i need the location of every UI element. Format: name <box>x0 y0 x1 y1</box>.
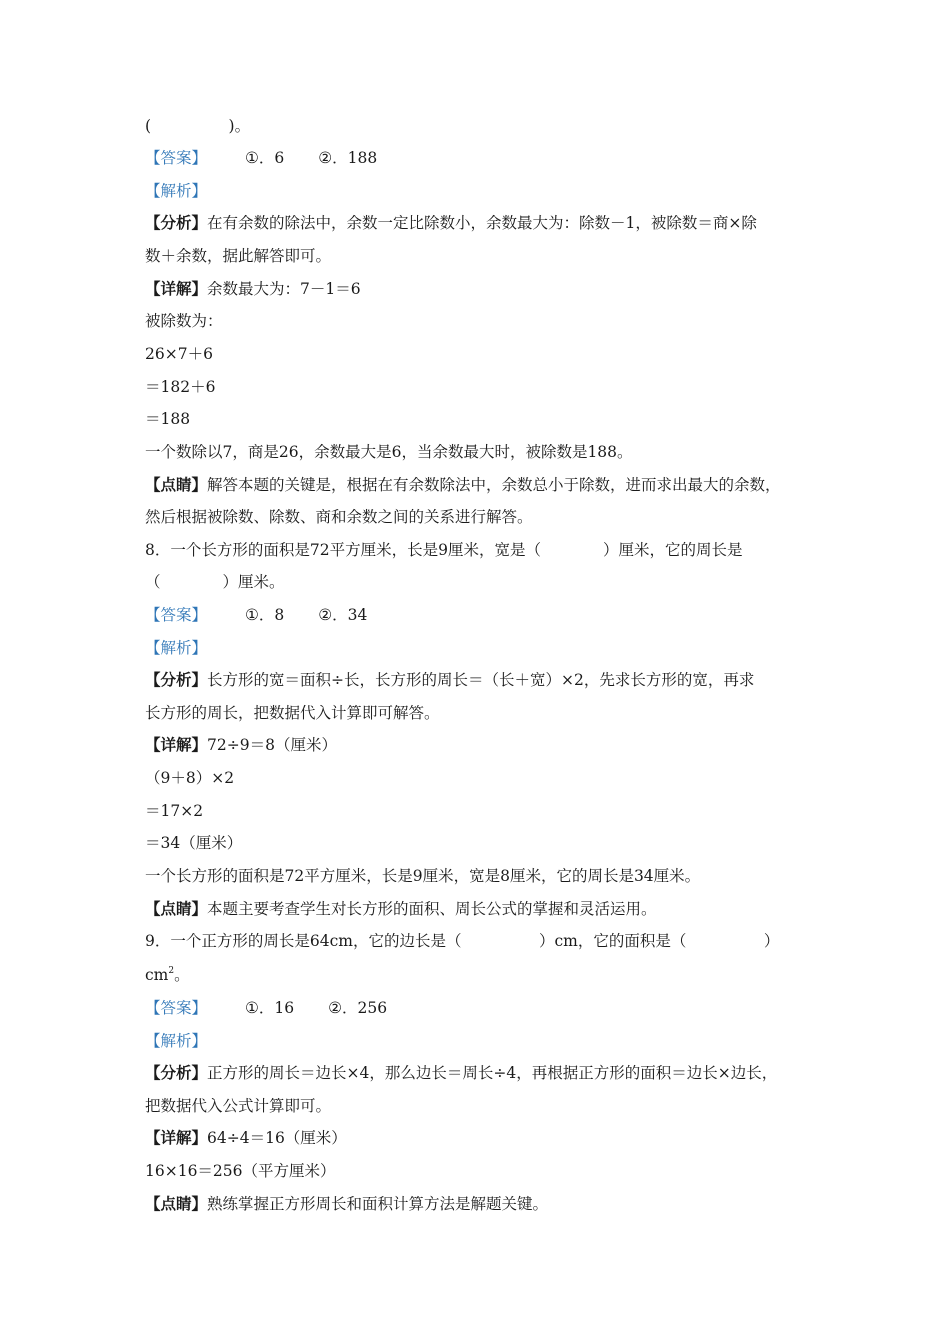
dianjing-text: 解答本题的关键是，根据在有余数除法中，余数总小于除数，进而求出最大的余数， <box>207 476 781 494</box>
q8-question-line-2: （ ）厘米。 <box>145 573 285 591</box>
q9-step-1: 16×16＝256（平方厘米） <box>145 1162 336 1180</box>
q7-fenxi-line-2: 数＋余数，据此解答即可。 <box>145 247 332 265</box>
q7-conclusion: 一个数除以7，商是26，余数最大是6，当余数最大时，被除数是188。 <box>145 443 633 461</box>
fenxi-text: 在有余数的除法中，余数一定比除数小，余数最大为：除数－1，被除数＝商×除 <box>207 214 757 232</box>
dianjing-tag: 【点睛】 <box>145 1194 208 1213</box>
q8-conclusion: 一个长方形的面积是72平方厘米，长是9厘米，宽是8厘米，它的周长是34厘米。 <box>145 867 701 885</box>
q9-fenxi-line-1 <box>145 1061 815 1085</box>
q7-fenxi-line-1 <box>145 211 815 235</box>
answer-tag: 【答案】 <box>145 999 208 1017</box>
answer-2: ②．34 <box>318 606 368 624</box>
q9-jiexi-tag: 【解析】 <box>145 1032 208 1050</box>
q7-step-3: ＝182＋6 <box>145 378 216 396</box>
fenxi-text: 长方形的宽＝面积÷长，长方形的周长＝（长＋宽）×2，先求长方形的宽，再求 <box>207 671 755 689</box>
q8-fenxi-line-2: 长方形的周长，把数据代入计算即可解答。 <box>145 704 440 722</box>
q7-answer-line <box>145 146 815 170</box>
answer-1: ①．16 <box>245 999 295 1017</box>
q7-step-4: ＝188 <box>145 410 191 428</box>
q7-xiangjie-line <box>145 277 815 301</box>
answer-tag: 【答案】 <box>145 149 208 167</box>
dianjing-text: 本题主要考查学生对长方形的面积、周长公式的掌握和灵活运用。 <box>207 900 657 918</box>
xiangjie-tag: 【详解】 <box>145 735 208 754</box>
q7-step-2: 26×7＋6 <box>145 345 213 363</box>
q8-jiexi-tag: 【解析】 <box>145 639 208 657</box>
dianjing-tag: 【点睛】 <box>145 899 208 918</box>
fenxi-tag: 【分析】 <box>145 670 208 689</box>
q8-dianjing-line <box>145 897 815 921</box>
q7-dianjing-line-2: 然后根据被除数、除数、商和余数之间的关系进行解答。 <box>145 508 533 526</box>
fenxi-tag: 【分析】 <box>145 1063 208 1082</box>
q8-step-2: ＝17×2 <box>145 802 204 820</box>
xiangjie-text: 64÷4＝16（厘米） <box>207 1129 347 1147</box>
xiangjie-text: 余数最大为：7－1＝6 <box>207 280 361 298</box>
q8-fenxi-line-1 <box>145 668 815 692</box>
q7-dianjing-line-1 <box>145 473 815 497</box>
dianjing-text: 熟练掌握正方形周长和面积计算方法是解题关键。 <box>207 1195 549 1213</box>
answer-2: ②．256 <box>328 999 388 1017</box>
q8-step-3: ＝34（厘米） <box>145 834 243 852</box>
q9-fenxi-line-2: 把数据代入公式计算即可。 <box>145 1097 332 1115</box>
q9-question-line-2 <box>145 963 815 987</box>
answer-1: ①．8 <box>245 606 285 624</box>
dianjing-tag: 【点睛】 <box>145 475 208 494</box>
q8-step-1: （9＋8）×2 <box>145 769 235 787</box>
q9-dianjing-line <box>145 1192 815 1216</box>
q8-question-line-1: 8．一个长方形的面积是72平方厘米，长是9厘米，宽是（ ）厘米，它的周长是 <box>145 541 743 559</box>
fenxi-tag: 【分析】 <box>145 213 208 232</box>
unit-tail: 。 <box>174 966 190 984</box>
unit-base: cm <box>145 966 169 984</box>
q9-xiangjie-line <box>145 1126 815 1150</box>
xiangjie-text: 72÷9＝8（厘米） <box>207 736 337 754</box>
q7-jiexi-tag: 【解析】 <box>145 182 208 200</box>
xiangjie-tag: 【详解】 <box>145 1128 208 1147</box>
q7-step-1: 被除数为： <box>145 312 223 330</box>
q7-blank-line: ( )。 <box>145 117 251 135</box>
q9-question-line-1: 9．一个正方形的周长是64cm，它的边长是（ ）cm，它的面积是（ ） <box>145 932 780 950</box>
answer-2: ②．188 <box>318 149 378 167</box>
answer-1: ①．6 <box>245 149 285 167</box>
q8-answer-line <box>145 603 815 627</box>
fenxi-text: 正方形的周长＝边长×4，那么边长＝周长÷4，再根据正方形的面积＝边长×边长， <box>207 1064 778 1082</box>
answer-tag: 【答案】 <box>145 606 208 624</box>
q9-answer-line <box>145 996 815 1020</box>
q8-xiangjie-line <box>145 733 815 757</box>
xiangjie-tag: 【详解】 <box>145 279 208 298</box>
unit-exponent: 2 <box>168 966 175 976</box>
